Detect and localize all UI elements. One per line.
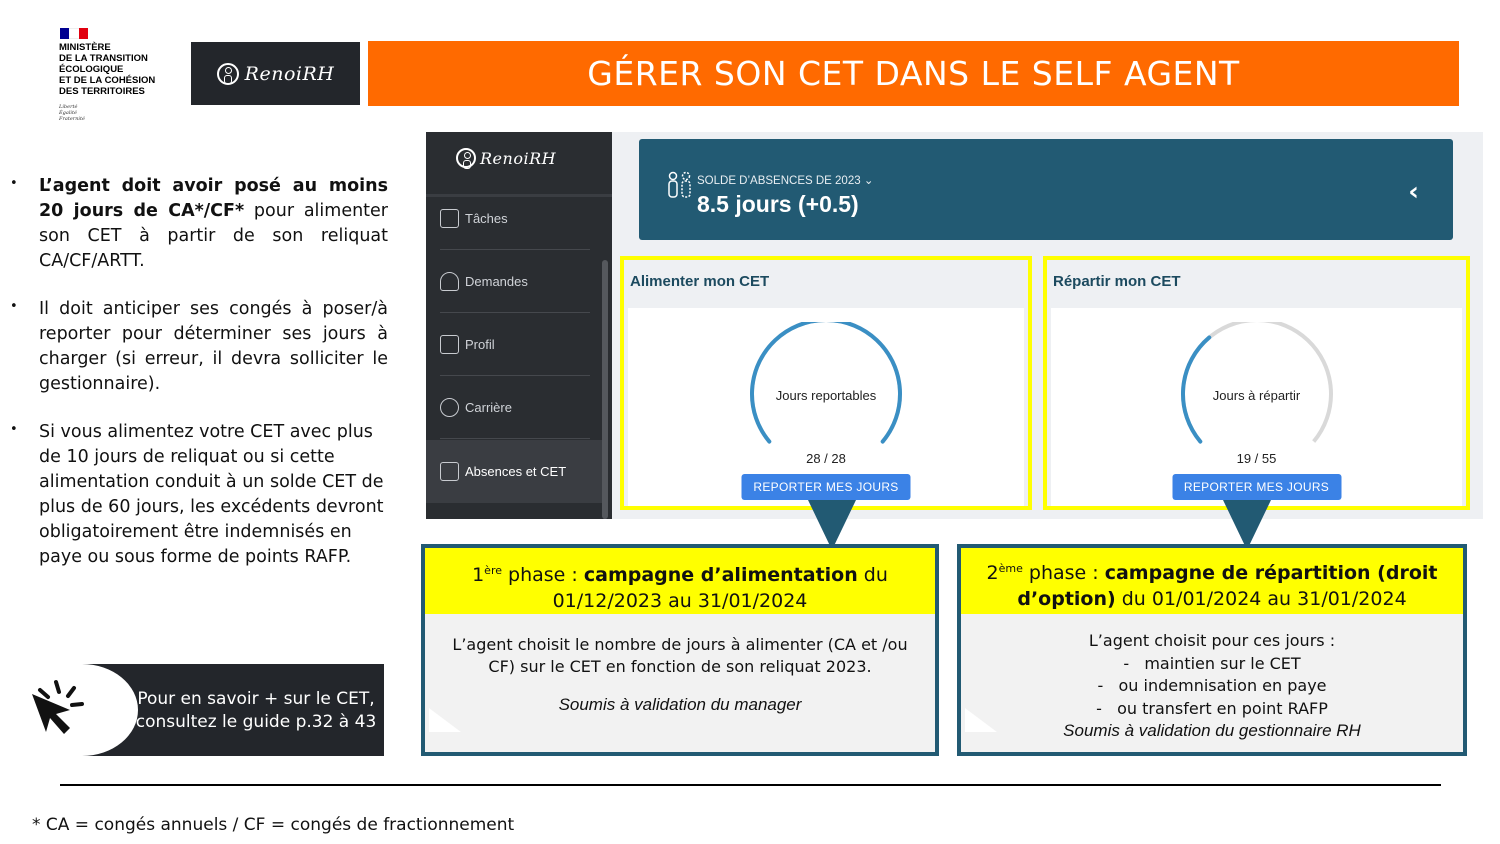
ring-count: 28 / 28 [806, 451, 846, 466]
card-title: Répartir mon CET [1053, 273, 1181, 290]
chevron-left-icon[interactable]: ‹ [1408, 177, 1419, 207]
renoirh-person-icon [456, 148, 476, 168]
list-item: - ou indemnisation en paye [1097, 676, 1327, 695]
exit-door-icon [440, 462, 459, 481]
phase-sup: ère [484, 564, 502, 577]
ministry-line: ÉCOLOGIQUE [59, 64, 124, 75]
phase-num: 2 [986, 562, 999, 584]
motto-line: Liberté [59, 104, 78, 110]
bullet-text: Il doit anticiper ses congés à poser/à reporter pour déterminer ses jours à charger (si erreur, il devra solliciter le gestionnaire). [39, 299, 388, 394]
balance-value: 8.5 jours (+0.5) [697, 191, 859, 217]
sidebar-item-taches[interactable] [440, 187, 590, 250]
phase-post: du 01/01/2024 au 31/01/2024 [1115, 588, 1407, 610]
phase-pre: phase : [1022, 562, 1105, 584]
flag-red [79, 28, 88, 39]
page-fold [429, 708, 461, 732]
bullet-text: Si vous alimentez votre CET avec plus de 10 jours de reliquat ou si cette alimentation conduit à un solde CET de plus de 60 jours, les excédents devront obligatoirement être indemnisés en paye ou sous forme de points RAFP. [39, 422, 384, 567]
option-text: ou indemnisation en paye [1118, 676, 1327, 695]
phase-1-body [439, 634, 921, 716]
sidebar-scrollbar[interactable] [602, 260, 608, 519]
page-title: GÉRER SON CET DANS LE SELF AGENT [587, 54, 1240, 93]
card-repartir [1043, 256, 1470, 510]
ministry-line: MINISTÈRE [59, 42, 111, 53]
guide-line: consultez le guide p.32 à 43 [135, 712, 377, 732]
bullet-item [8, 297, 388, 397]
option-text: maintien sur le CET [1144, 653, 1301, 673]
flag-white [69, 28, 78, 39]
guide-text [126, 688, 386, 734]
phase-note: Soumis à validation du manager [558, 695, 802, 714]
ring-fill [752, 322, 900, 442]
phase-pre: phase : [502, 564, 584, 586]
globe-icon [440, 398, 459, 417]
ministry-line: ET DE LA COHÉSION [59, 75, 156, 86]
sidebar-item-profil[interactable] [440, 313, 590, 376]
sidebar-item-label: Demandes [465, 273, 528, 289]
ministry-name [59, 42, 184, 97]
pointer-arrow [808, 500, 856, 550]
logo-text: RenoiRH [244, 62, 335, 85]
sidebar [426, 132, 612, 519]
phase-2-title [961, 548, 1463, 614]
renoirh-person-icon [217, 63, 239, 85]
phase-post: du 01/12/2023 au 31/01/2024 [552, 564, 888, 612]
sidebar-item-demandes[interactable] [440, 250, 590, 313]
sidebar-logo-text: RenoiRH [480, 148, 557, 168]
ring-label: Jours reportables [775, 388, 877, 403]
list-icon [440, 209, 459, 228]
title-banner [368, 41, 1459, 106]
phase-bold: campagne de répartition (droit d’option) [1017, 562, 1438, 610]
bullet-item [8, 420, 388, 570]
divider-line [60, 784, 1441, 786]
ring-count: 19 / 55 [1236, 451, 1277, 466]
absence-balance-panel [639, 139, 1453, 240]
bullet-item [8, 174, 388, 274]
card-title: Alimenter mon CET [630, 273, 770, 290]
phase-text: L’agent choisit le nombre de jours à alimenter (CA et /ou CF) sur le CET en fonction de son reliquat 2023. [452, 635, 908, 676]
card-alimenter [620, 256, 1032, 510]
phase-2-body [975, 630, 1449, 743]
phase-1-box [421, 544, 939, 756]
sidebar-item-carriere[interactable] [440, 376, 590, 439]
reporter-jours-button[interactable]: REPORTER MES JOURS [742, 474, 911, 500]
phase-sup: ème [998, 562, 1023, 575]
phase-num: 1 [472, 564, 485, 586]
sidebar-item-absences[interactable] [426, 440, 606, 503]
renoirh-logo [191, 42, 360, 105]
ministry-line: DES TERRITOIRES [59, 86, 145, 97]
ring-label: Jours à répartir [1212, 388, 1301, 403]
pointer-arrow [1223, 500, 1271, 550]
click-cursor-icon [26, 678, 92, 742]
bell-icon [440, 272, 459, 291]
option-text: ou transfert en point RAFP [1117, 698, 1328, 718]
profile-icon [440, 335, 459, 354]
sidebar-item-label: Carrière [465, 399, 512, 415]
footnote: * CA = congés annuels / CF = congés de fractionnement [32, 815, 515, 835]
page-fold [965, 708, 997, 732]
bullet-bold: L’agent doit avoir posé au moins 20 jours de CA*/CF* [39, 176, 388, 221]
motto-line: Égalité [59, 110, 77, 116]
list-item: - ou transfert en point RAFP [1096, 698, 1328, 718]
french-flag-icon [60, 28, 88, 39]
guide-line: Pour en savoir + sur le CET, [137, 689, 375, 709]
info-bullets [8, 174, 388, 593]
people-icon [665, 171, 695, 199]
flag-blue [60, 28, 69, 39]
ministry-line: DE LA TRANSITION [59, 53, 148, 64]
card-body [628, 308, 1024, 506]
option-list [975, 653, 1449, 721]
bullet-text: pour alimenter son CET à partir de son reliquat CA/CF/ARTT. [39, 201, 389, 271]
sidebar-logo[interactable] [456, 148, 556, 168]
self-agent-screenshot [426, 132, 1483, 519]
sidebar-item-label: Tâches [465, 210, 508, 226]
phase-1-title [425, 548, 935, 614]
motto-line: Fraternité [59, 116, 85, 122]
reporter-jours-button[interactable]: REPORTER MES JOURS [1172, 474, 1341, 500]
phase-bold: campagne d’alimentation [583, 564, 858, 586]
republic-motto [59, 104, 85, 122]
balance-label[interactable]: SOLDE D’ABSENCES DE 2023 ⌄ [697, 175, 874, 187]
phase-note: Soumis à validation du gestionnaire RH [1063, 721, 1361, 740]
list-item: - maintien sur le CET [1123, 653, 1301, 673]
card-body [1051, 308, 1462, 506]
sidebar-item-label: Absences et CET [465, 464, 567, 479]
phase-text: L’agent choisit pour ces jours : [1088, 631, 1336, 650]
phase-2-box [957, 544, 1467, 756]
sidebar-item-label: Profil [465, 336, 495, 352]
